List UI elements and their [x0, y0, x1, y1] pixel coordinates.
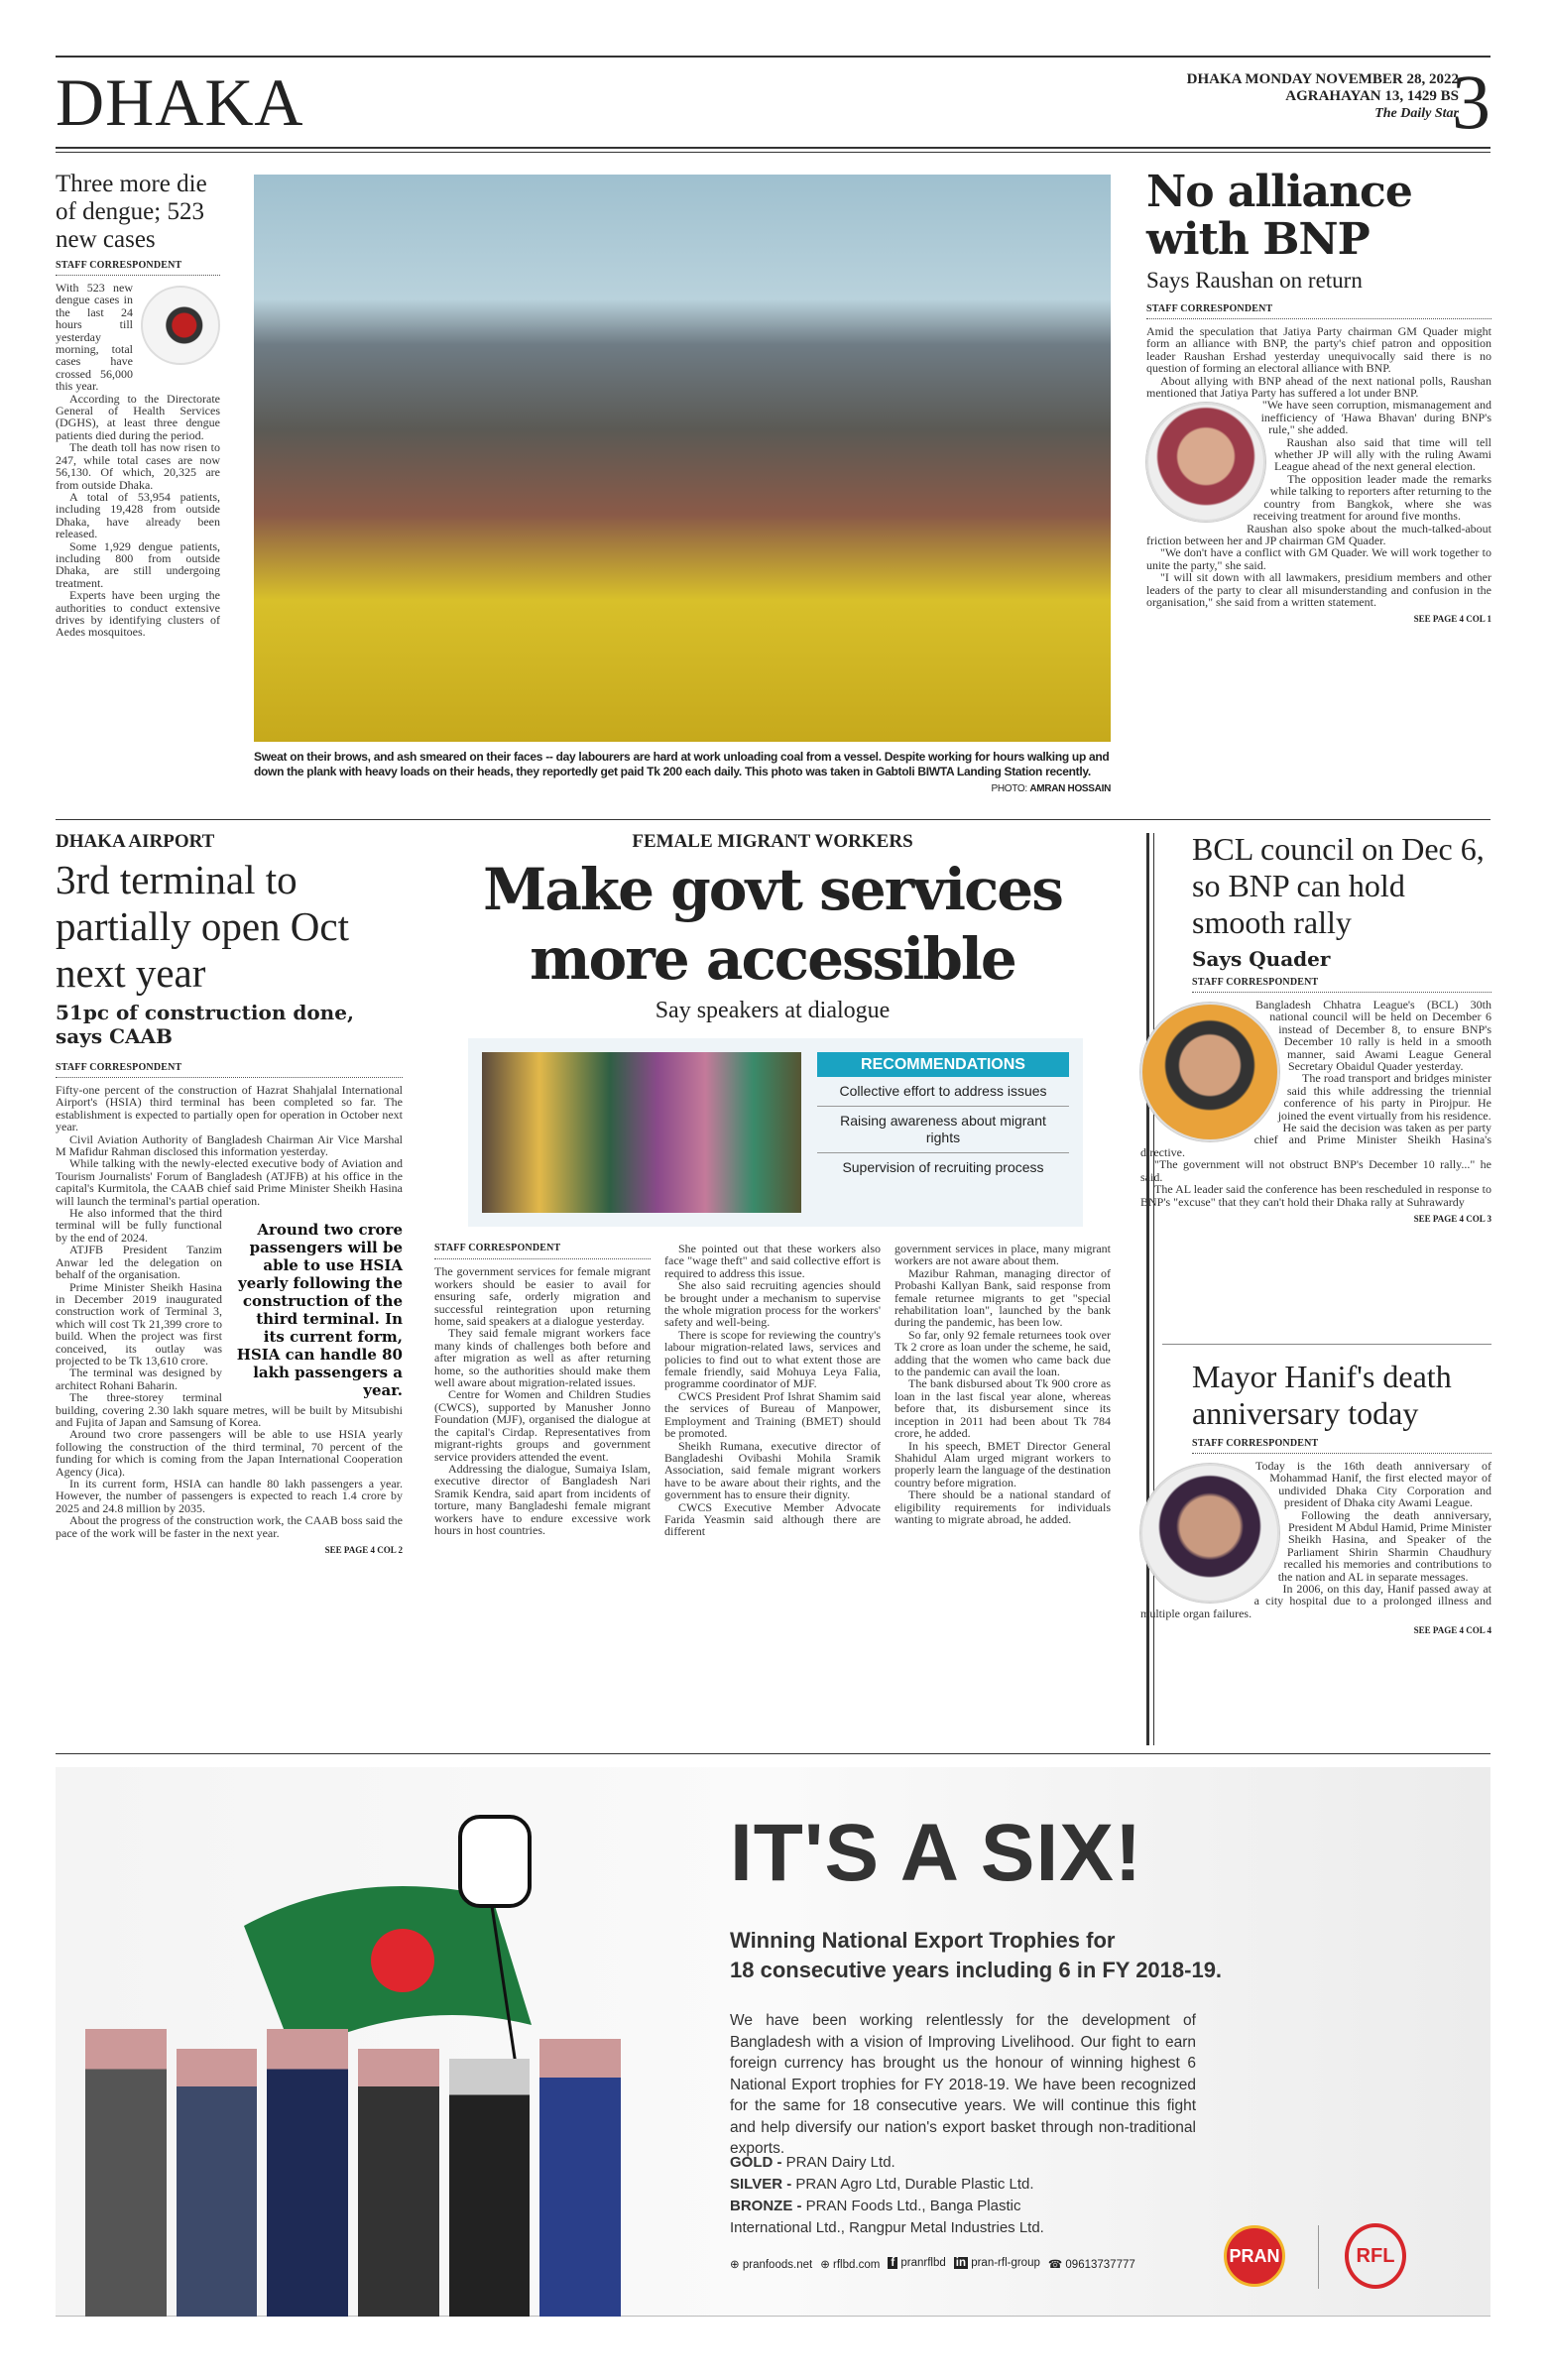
section-rule	[56, 819, 1490, 820]
award-tier: SILVER -	[730, 2176, 792, 2193]
see-page-link[interactable]: SEE PAGE 4 COL 4	[1413, 1625, 1491, 1636]
byline: STAFF CORRESPONDENT	[1192, 1438, 1491, 1454]
award-names: PRAN Dairy Ltd.	[785, 2154, 895, 2171]
paragraph: The AL leader said the conference has been rescheduled in response to BNP's "excuse" that they can't hold their Dhaka rally at Suhrawardy	[1140, 1182, 1491, 1209]
paragraph: There is scope for reviewing the country's labour migration-related laws, services and policies to find out to what extent those are female friendly, said Mohuya Leya Falia, programme coordinator of MJF.	[664, 1327, 881, 1391]
headline: BCL council on Dec 6, so BNP can hold smooth rally	[1192, 831, 1485, 940]
linkedin-link[interactable]	[954, 2257, 1040, 2271]
paragraph: government services in place, many migrant workers are not aware about them.	[894, 1242, 1111, 1268]
pull-quote: Around two crore passengers will be able to use HSIA yearly following the construction of the third terminal. In its current form, HSIA can handle 80 lakh passengers a year.	[236, 1221, 403, 1400]
award-names: PRAN Foods Ltd., Banga Plastic International Ltd., Rangpur Metal Industries Ltd.	[730, 2198, 1044, 2236]
airport-article	[56, 831, 403, 1555]
website-link[interactable]	[730, 2257, 812, 2271]
page-number: 3	[1452, 59, 1490, 145]
paragraph: Centre for Women and Children Studies (CWCS), supported by Manusher Jonno Foundation (MJF), organised the dialogue at the capital's Cirdap. Representatives from migrant-rights groups and government service providers attended the event.	[434, 1387, 651, 1464]
logo-divider	[1318, 2225, 1319, 2289]
kicker: FEMALE MIGRANT WORKERS	[632, 831, 913, 852]
facebook-icon: f	[888, 2257, 897, 2269]
paragraph: About allying with BNP ahead of the next national polls, Raushan mentioned that Jatiya Party has suffered a lot under BNP.	[1146, 373, 1491, 401]
caption-text: Sweat on their brows, and ash smeared on their faces -- day labourers are hard at work unloading coal from a vessel. Despite working for hours walking up and down the plank with heavy loads on their heads, they reportedly get paid Tk 200 each daily. This photo was taken in Gabtoli BIWTA Landing Station recently.	[254, 750, 1110, 778]
recommendation-item: Collective effort to address issues	[817, 1077, 1069, 1107]
recommendations-box	[468, 1038, 1083, 1227]
globe-icon: ⊕	[730, 2259, 740, 2271]
paragraph: The opposition leader made the remarks while talking to reporters after returning to the country from Bangkok, where she was receiving treatment for around five months.	[1252, 471, 1491, 524]
paragraph: A total of 53,954 patients, including 19,428 from outside Dhaka, have already been released.	[56, 489, 220, 541]
phone-link[interactable]	[1048, 2257, 1135, 2271]
article-column-3	[894, 1243, 1111, 1538]
paragraph: There should be a national standard of eligibility requirements for individuals wanting to migrate abroad, he added.	[894, 1488, 1111, 1526]
paragraph: The three-storey terminal building, covering 2.30 lakh square metres, will be built by Mitsubishi and Fujita of Japan and Samsung of Korea.	[56, 1390, 403, 1429]
paragraph: They said female migrant workers face many kinds of challenges both before and after migration as well as after returning home, so the authorities should make them well aware about migration-related issues.	[434, 1326, 651, 1390]
bnp-article	[1146, 169, 1491, 624]
paragraph: Raushan also spoke about the much-talked-about friction between her and JP chairman GM Quader.	[1146, 521, 1491, 547]
section-title: DHAKA	[56, 64, 304, 140]
paragraph: So far, only 92 female returnees took over Tk 2 crore as loan under the scheme, he said, adding that the women who came back due to the pandemic can avail the loan.	[894, 1327, 1111, 1379]
paragraph: CWCS Executive Member Advocate Farida Yeasmin said although there are different	[664, 1499, 881, 1539]
paragraph: Today is the 16th death anniversary of Mohammad Hanif, the first elected mayor of undivided Dhaka City Corporation and president of Dhaka city Awami League.	[1255, 1459, 1491, 1510]
paragraph: Experts have been urging the authorities to conduct extensive drives by identifying clusters of Aedes mosquitoes.	[56, 588, 220, 640]
paragraph: In 2006, on this day, Hanif passed away at a city hospital due to a prolonged illness and multiple organ failures.	[1140, 1582, 1491, 1620]
migrant-workers-photo	[482, 1052, 801, 1213]
quader-portrait	[1140, 1003, 1279, 1141]
award-tier: BRONZE -	[730, 2198, 802, 2214]
paragraph: With 523 new dengue cases in the last 24 hours till yesterday morning, total cases have crossed 56,000 this year.	[56, 281, 133, 394]
paper-logo: The Daily Star	[1374, 106, 1459, 121]
paragraph: "The government will not obstruct BNP's December 10 rally..." he said.	[1140, 1157, 1491, 1184]
ad-body: We have been working relentlessly for the development of Bangladesh with a vision of Improving Livelihood. Our fight to earn foreign currency has brought us the honour of winning highest 6 National Export trophies for FY 2018-19. We have been recognized for the same for 18 consecutive years. We will continue this fight and help diversify our nation's export basket through non-traditional exports.	[730, 2012, 1196, 2157]
headline: Three more die of dengue; 523 new cases	[56, 171, 207, 253]
paragraph: She pointed out that these workers also face "wage theft" and said collective effort is required to address this issue.	[664, 1242, 881, 1280]
ad-headline: IT'S A SIX!	[730, 1808, 1143, 1898]
paragraph: pran-rfl-group	[971, 2257, 1040, 2269]
article-column-1	[434, 1243, 651, 1538]
subhead: Say speakers at dialogue	[655, 998, 891, 1023]
kicker: DHAKA AIRPORT	[56, 831, 215, 852]
pran-logo: PRAN	[1224, 2225, 1285, 2287]
paragraph: She also said recruiting agencies should be brought under a mechanism to supervise the whole migration process for the workers' safety and well-being.	[664, 1278, 881, 1330]
coal-labourers-photo	[254, 175, 1111, 742]
top-rule	[56, 56, 1490, 58]
rfl-logo: RFL	[1345, 2223, 1406, 2289]
paragraph: About the progress of the construction work, the CAAB boss said the pace of the work will be faster in the next year.	[56, 1513, 403, 1540]
dateline	[1187, 71, 1459, 122]
byline: STAFF CORRESPONDENT	[56, 260, 220, 276]
see-page-link[interactable]: SEE PAGE 4 COL 3	[1413, 1213, 1491, 1224]
paragraph: Civil Aviation Authority of Bangladesh Chairman Air Vice Marshal M Mafidur Rahman disclosed this information yesterday.	[56, 1131, 403, 1159]
paragraph: In its current form, HSIA can handle 80 lakh passengers a year. However, the number of passengers is expected to reach 1.4 crore by 2025 and 24.8 million by 2035.	[56, 1477, 403, 1515]
paragraph: CWCS President Prof Ishrat Shamim said the services of Bureau of Manpower, Employment and Training (BMET) should be promoted.	[664, 1388, 881, 1441]
migrant-article	[434, 831, 1111, 1538]
hanif-portrait	[1140, 1464, 1279, 1603]
story-rule	[1162, 1344, 1491, 1345]
paragraph: The government services for female migrant workers should be easier to avail for ensuring safe, orderly migration and successful reintegration upon returning home, said speakers at a dialogue yesterday.	[434, 1264, 651, 1329]
executives-with-trophies	[85, 1995, 621, 2317]
article-body	[56, 1084, 403, 1539]
byline: STAFF CORRESPONDENT	[56, 1062, 403, 1078]
facebook-link[interactable]	[888, 2257, 945, 2271]
paragraph: He also informed that the third terminal will be fully functional by the end of 2024.	[56, 1206, 222, 1245]
paragraph: "I will sit down with all lawmakers, presidium members and other leaders of the party to clear all misunderstanding and confusion in the organisation," she said from a written statement.	[1146, 570, 1491, 609]
paragraph: 09613737777	[1065, 2259, 1135, 2271]
paragraph: He said the decision was taken as per party chief and Prime Minister Sheikh Hasina's directive.	[1140, 1121, 1491, 1159]
article-body	[1146, 325, 1491, 608]
subhead: Says Quader	[1192, 947, 1331, 971]
headline: 3rd terminal to partially open Oct next year	[56, 857, 350, 996]
bcl-article	[1140, 831, 1491, 1224]
ad-subhead: Winning National Export Trophies for	[730, 1928, 1116, 1953]
headline: Make govt services more accessible	[483, 856, 1062, 993]
recommendation-item: Supervision of recruiting process	[842, 1159, 1044, 1175]
article-body	[56, 282, 220, 639]
paragraph: Fifty-one percent of the construction of Hazrat Shahjalal International Airport's (HSIA) third terminal has been completed so far. The establishment is expected to partially open for operation in October next year.	[56, 1083, 403, 1134]
paragraph: The bank disbursed about Tk 900 crore as loan in the last fiscal year alone, whereas before that, its disbursement since its inception in 2011 had been about Tk 784 crore, he added.	[894, 1376, 1111, 1441]
ad-subhead: 18 consecutive years including 6 in FY 2018-19.	[730, 1958, 1223, 1982]
article-body	[1140, 999, 1491, 1208]
recommendations-title: RECOMMENDATIONS	[817, 1052, 1069, 1077]
ad-rule	[56, 1753, 1490, 1754]
paragraph: Prime Minister Sheikh Hasina in December 2019 inaugurated construction work of Terminal 3, which will cost Tk 21,399 crore to build. When the project was first conceived, its outlay was projected to be Tk 13,610 crore.	[56, 1279, 222, 1368]
paragraph: According to the Directorate General of Health Services (DGHS), at least three dengue patients died during the period.	[56, 391, 220, 442]
paragraph: Mazibur Rahman, managing director of Probashi Kallyan Bank, said response from female returnee migrants to get "special rehabilitation loan", launched by the bank during the pandemic, has been low.	[894, 1265, 1111, 1330]
masthead-rule-2	[56, 152, 1490, 153]
contact-bar	[730, 2257, 1135, 2271]
paragraph: pranrflbd	[900, 2257, 946, 2269]
headline: Mayor Hanif's death anniversary today	[1192, 1359, 1452, 1431]
hanif-article	[1140, 1359, 1491, 1636]
paragraph: rflbd.com	[833, 2259, 881, 2271]
bangla-date: AGRAHAYAN 13, 1429 BS	[1285, 88, 1459, 104]
paragraph: ATJFB President Tanzim Anwar led the delegation on behalf of the organisation.	[56, 1243, 222, 1282]
globe-icon: ⊕	[820, 2259, 830, 2271]
mosquito-image	[141, 286, 220, 365]
paragraph: The death toll has now risen to 247, while total cases are now 56,130. Of which, 20,325 are from outside Dhaka.	[56, 440, 220, 492]
byline: STAFF CORRESPONDENT	[434, 1243, 651, 1259]
paragraph: pranfoods.net	[742, 2259, 813, 2271]
paragraph: The terminal was designed by architect Rohani Baharin.	[56, 1366, 222, 1392]
paragraph: "We don't have a conflict with GM Quader. We will work together to unite the party," she said.	[1146, 545, 1491, 572]
recommendation-item: Raising awareness about migrant rights	[817, 1107, 1069, 1153]
subhead: 51pc of construction done, says CAAB	[56, 1001, 354, 1048]
paragraph: Following the death anniversary, President M Abdul Hamid, Prime Minister Sheikh Hasina, and Speaker of the Parliament Shirin Sharmin Chaudhury recalled his memories and contributions to the nation and AL in separate messages.	[1277, 1507, 1491, 1584]
paragraph: The road transport and bridges minister said this while addressing the triennial conference of his party in Pirojpur. He joined the event virtually from his residence.	[1277, 1071, 1491, 1123]
award-list	[730, 2152, 1107, 2239]
phone-icon: ☎	[1047, 2259, 1063, 2271]
subhead: Says Raushan on return	[1146, 268, 1363, 293]
paragraph: Addressing the dialogue, Sumaiya Islam, executive director of Bangladesh Nari Sramik Kendra, said apart from incidents of torture, many Bangladeshi female migrant workers have to endure excessive work hours in host countries.	[434, 1461, 651, 1537]
article-column-2	[664, 1243, 881, 1538]
dengue-article	[56, 171, 220, 639]
masthead-rule	[56, 147, 1490, 149]
photo-caption	[254, 750, 1111, 796]
article-body	[1140, 1460, 1491, 1619]
see-page-link[interactable]: SEE PAGE 4 COL 2	[324, 1545, 403, 1556]
byline: STAFF CORRESPONDENT	[1146, 303, 1491, 319]
raushan-portrait	[1146, 403, 1265, 522]
paragraph: Amid the speculation that Jatiya Party chairman GM Quader might form an alliance with BNP, the party's chief patron and opposition leader Raushan Ershad yesterday unequivocally said there is no question of forming an electoral alliance with BNP.	[1146, 324, 1491, 376]
pran-rfl-advertisement[interactable]	[56, 1767, 1490, 2317]
paragraph: Sheikh Rumana, executive director of Bangladeshi Ovibashi Mohila Sramik Association, said female migrant workers have to be aware about their rights, and the government has to ensure their dignity.	[664, 1438, 881, 1502]
award-tier: GOLD -	[730, 2154, 782, 2171]
linkedin-icon: in	[955, 2257, 966, 2269]
paragraph: Raushan also said that time will tell whether JP will ally with the ruling Awami League ahead of the next general election.	[1273, 434, 1491, 474]
headline: No alliance with BNP	[1146, 167, 1412, 265]
see-page-link[interactable]: SEE PAGE 4 COL 1	[1413, 614, 1491, 625]
award-names: PRAN Agro Ltd, Durable Plastic Ltd.	[795, 2176, 1034, 2193]
paragraph: Some 1,929 dengue patients, including 800 from outside Dhaka, are still undergoing treatment.	[56, 538, 220, 590]
credit-label: PHOTO:	[991, 783, 1027, 794]
paragraph: In his speech, BMET Director General Shahidul Alam urged migrant workers to properly learn the language of the destination country before migration.	[894, 1438, 1111, 1489]
paragraph: "We have seen corruption, mismanagement and inefficiency of 'Hawa Bhavan' during BNP's rule," she added.	[1260, 398, 1491, 437]
byline: STAFF CORRESPONDENT	[1192, 977, 1491, 993]
photo-credit: AMRAN HOSSAIN	[1029, 783, 1111, 794]
paragraph: While talking with the newly-elected executive body of Aviation and Tourism Journalists' Forum of Bangladesh (ATJFB) at his office in the capital's Kurmitola, the CAAB chief said Prime Minister Sheikh Hasina will launch the terminal's partial operation.	[56, 1156, 403, 1208]
paragraph: Bangladesh Chhatra League's (BCL) 30th national council will be held on December 6 instead of December 8, to ensure BNP's December 10 rally is held in a smooth manner, said Awami League General Secretary Obaidul Quader yesterday.	[1255, 998, 1491, 1074]
paragraph: Around two crore passengers will be able to use HSIA yearly following the construction of the third terminal, 70 percent of the funding for which is coming from the Japan International Cooperation Agency (Jica).	[56, 1427, 403, 1479]
date: DHAKA MONDAY NOVEMBER 28, 2022	[1186, 71, 1459, 87]
website-link[interactable]	[820, 2257, 880, 2271]
